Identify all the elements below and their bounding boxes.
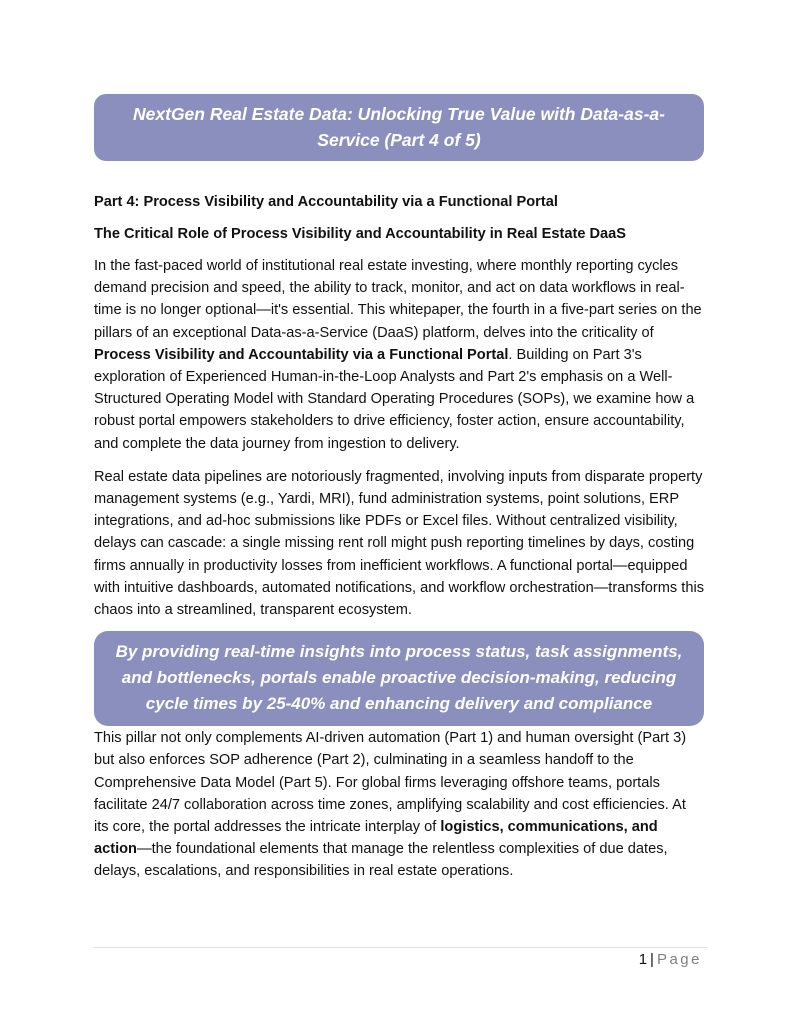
paragraph-3 (94, 727, 704, 882)
footer-separator: | (650, 951, 654, 968)
paragraph-1-bold: Process Visibility and Accountability via a Functional Portal (94, 346, 509, 363)
callout-quote: By providing real-time insights into process status, task assignments, and bottlenecks, portals enable proactive decision-making, reducing cycle times by 25-40% and enhancing delivery and compliance (94, 631, 704, 726)
page-label: Page (656, 951, 702, 968)
document-title: NextGen Real Estate Data: Unlocking True Value with Data-as-a-Service (Part 4 of 5) (94, 94, 704, 161)
paragraph-1-text-end: . Building on Part 3's exploration of Experienced Human-in-the-Loop Analysts and Part 2's emphasis on a Well-Structured Operating Model with Standard Operating Procedures (SOPs), we examine how a robust portal empowers stakeholders to drive efficiency, foster action, ensure accountability, and complete the data journey from ingestion to delivery. (94, 346, 695, 452)
subheading: The Critical Role of Process Visibility and Accountability in Real Estate DaaS (94, 226, 627, 242)
footer-divider (93, 947, 708, 948)
paragraph-3-text-end: —the foundational elements that manage the relentless complexities of due dates, delays, escalations, and responsibilities in real estate operations. (94, 841, 668, 880)
paragraph-3-text: This pillar not only complements AI-driven automation (Part 1) and human oversight (Part 3) but also enforces SOP adherence (Part 2), culminating in a seamless handoff to the Comprehensive Data Model (Part 5). For global firms leveraging offshore teams, portals facilitate 24/7 collaboration across time zones, amplifying scalability and cost efficiencies. At its core, the portal addresses the intricate interplay of (94, 730, 687, 836)
paragraph-2: Real estate data pipelines are notoriously fragmented, involving inputs from disparate property management systems (e.g., Yardi, MRI), fund administration systems, point solutions, ERP integrations, and ad-hoc submissions like PDFs or Excel files. Without centralized visibility, delays can cascade: a single missing rent roll might push reporting timelines by days, costing firms annually in productivity losses from inefficient workflows. A functional portal—equipped with intuitive dashboards, automated notifications, and workflow orchestration—transforms this chaos into a streamlined, transparent ecosystem. (94, 468, 704, 619)
paragraph-1 (94, 255, 704, 455)
page-number: 1 (638, 951, 648, 968)
paragraph-1-text: In the fast-paced world of institutional real estate investing, where monthly reporting cycles demand precision and speed, the ability to track, monitor, and act on data workflows in real-time is no longer optional—it's essential. This whitepaper, the fourth in a five-part series on the pillars of an exceptional Data-as-a-Service (DaaS) platform, delves into the criticality of (94, 258, 702, 341)
document-page (94, 94, 704, 883)
paragraph-3-bold: logistics, communications, and action (94, 819, 658, 858)
section-heading: Part 4: Process Visibility and Accountability via a Functional Portal (94, 194, 558, 210)
page-footer (639, 950, 702, 970)
